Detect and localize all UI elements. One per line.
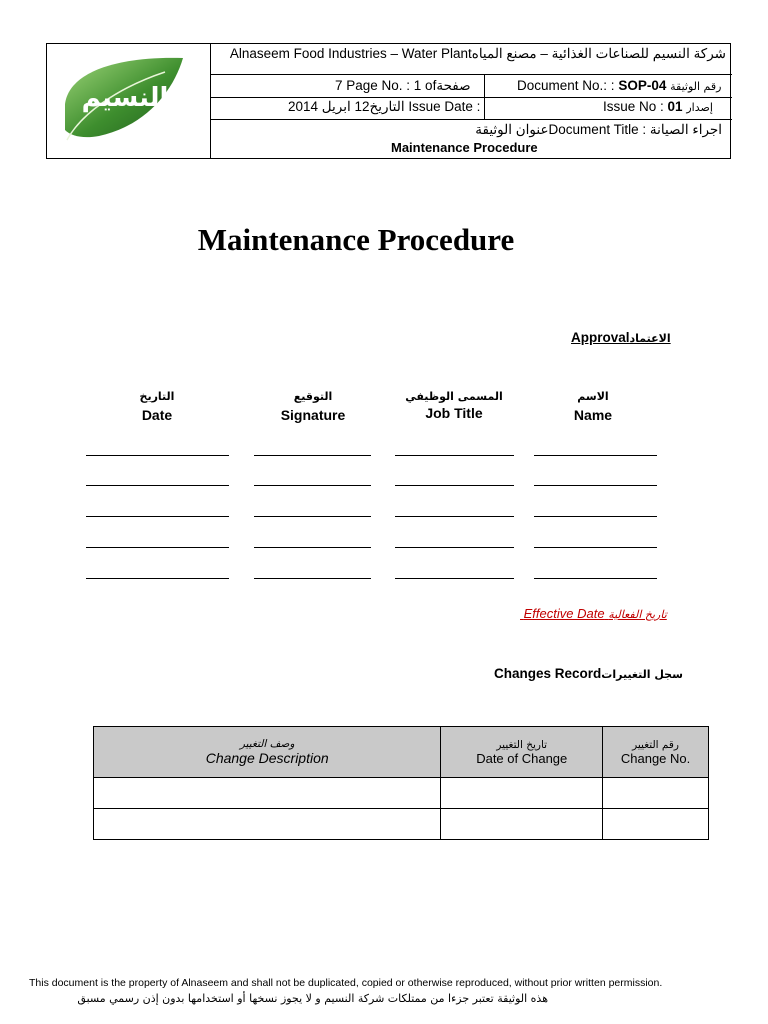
company-line: Alnaseem Food Industries – Water Plantشركة النسيم للصناعات الغذائية – مصنع المياه [229, 46, 726, 61]
signature-line[interactable] [254, 485, 371, 486]
name-label: Name [573, 407, 613, 423]
change-description-header: وصف التغيير Change Description [94, 727, 441, 778]
signature-line[interactable] [395, 485, 514, 486]
page-number: 7 Page No. : 1 ofصفحة [335, 78, 471, 93]
signature-label-ar: التوقيع [293, 390, 333, 403]
changes-record-heading: Changes Recordسجل التغييرات [494, 666, 683, 681]
signature-line[interactable] [86, 547, 229, 548]
signature-label: Signature [280, 407, 346, 423]
footer-notice: This document is the property of Alnaseem and shall not be duplicated, copied or otherwise reproduced, without prior written permission. [29, 977, 663, 989]
page-title: Maintenance Procedure [197, 222, 515, 257]
table-cell[interactable] [441, 809, 603, 840]
table-cell[interactable] [94, 778, 441, 809]
date-of-change-header: تاريخ التغيير Date of Change [441, 727, 603, 778]
signature-line[interactable] [254, 455, 371, 456]
approval-heading: Approvalالاعتماد [571, 330, 671, 345]
table-cell[interactable] [441, 778, 603, 809]
signature-line[interactable] [534, 485, 657, 486]
date-label-ar: التاريخ [139, 390, 175, 403]
table-cell[interactable] [94, 809, 441, 840]
table-cell[interactable] [603, 809, 709, 840]
signature-line[interactable] [86, 516, 229, 517]
changes-table [93, 726, 709, 840]
signature-line[interactable] [395, 516, 514, 517]
document-number: Document No.: : SOP-04 رقم الوثيقة [517, 78, 722, 93]
signature-line[interactable] [254, 547, 371, 548]
signature-line[interactable] [534, 578, 657, 579]
job-title-label-ar: المسمى الوظيفي [405, 390, 503, 403]
company-logo [47, 44, 211, 158]
table-row [94, 778, 709, 809]
change-no-header: رقم التغيير Change No. [603, 727, 709, 778]
signature-line[interactable] [534, 516, 657, 517]
job-title-label: Job Title [425, 405, 483, 421]
table-row [94, 809, 709, 840]
signature-line[interactable] [534, 547, 657, 548]
document-title-line: عنوان الوثيقةDocument Title : اجراء الصيانة [475, 122, 722, 137]
leaf-logo-icon [47, 44, 209, 156]
signature-line[interactable] [395, 547, 514, 548]
signature-line[interactable] [395, 578, 514, 579]
signature-line[interactable] [86, 455, 229, 456]
footer-notice-ar: هذه الوثيقة تعتبر جزءا من ممتلكات شركة النسيم و لا يجوز نسخها أو استخدامها بدون إذن رسمي مسبق [77, 992, 548, 1005]
date-label: Date [141, 407, 173, 423]
signature-line[interactable] [254, 516, 371, 517]
document-header [46, 43, 731, 159]
issue-date: التاريخ12 ابريل 2014 Issue Date : [288, 99, 481, 114]
effective-date: Effective Date تاريخ الفعالية [523, 606, 667, 621]
signature-line[interactable] [86, 578, 229, 579]
signature-line[interactable] [254, 578, 371, 579]
signature-line[interactable] [534, 455, 657, 456]
signature-line[interactable] [86, 485, 229, 486]
name-label-ar: الاسم [577, 390, 609, 403]
issue-number: Issue No : 01 إصدار [603, 99, 713, 114]
table-cell[interactable] [603, 778, 709, 809]
logo-text: النسيم [81, 83, 169, 113]
signature-line[interactable] [395, 455, 514, 456]
document-title: Maintenance Procedure [391, 140, 538, 155]
